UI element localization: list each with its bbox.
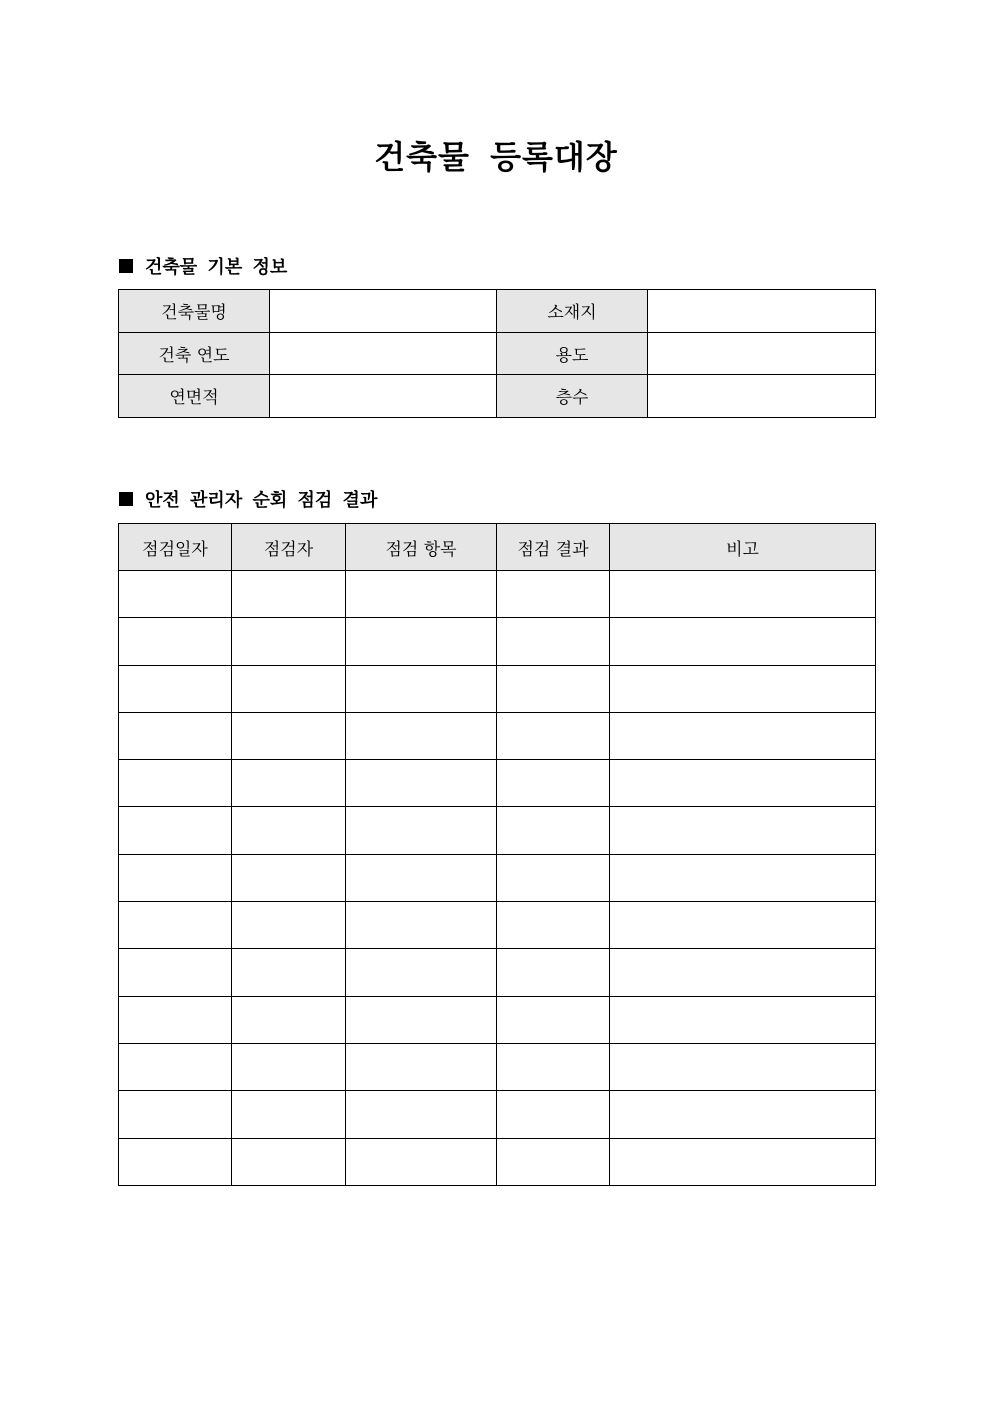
- result-cell[interactable]: [497, 760, 610, 807]
- inspector-cell[interactable]: [232, 902, 346, 949]
- date-cell[interactable]: [119, 807, 232, 854]
- table-row: [119, 1043, 876, 1090]
- column-header-date: 점검일자: [119, 524, 232, 571]
- table-row: [119, 902, 876, 949]
- item-cell[interactable]: [346, 949, 497, 996]
- item-cell[interactable]: [346, 1138, 497, 1185]
- table-row: [119, 996, 876, 1043]
- column-header-remarks: 비고: [610, 524, 876, 571]
- item-cell[interactable]: [346, 902, 497, 949]
- remarks-cell[interactable]: [610, 760, 876, 807]
- inspector-cell[interactable]: [232, 949, 346, 996]
- remarks-cell[interactable]: [610, 712, 876, 759]
- label-floor-count: 층수: [497, 375, 648, 418]
- inspection-heading: [119, 486, 377, 512]
- date-cell[interactable]: [119, 712, 232, 759]
- column-header-result: 점검 결과: [497, 524, 610, 571]
- label-total-floor-area: 연면적: [119, 375, 270, 418]
- location-field[interactable]: [648, 290, 876, 333]
- remarks-cell[interactable]: [610, 1043, 876, 1090]
- document-title: 건축물 등록대장: [374, 138, 618, 176]
- result-cell[interactable]: [497, 1138, 610, 1185]
- table-row: [119, 332, 876, 375]
- result-cell[interactable]: [497, 1091, 610, 1138]
- date-cell[interactable]: [119, 1043, 232, 1090]
- column-header-item: 점검 항목: [346, 524, 497, 571]
- inspector-cell[interactable]: [232, 854, 346, 901]
- table-row: [119, 712, 876, 759]
- table-row: [119, 1091, 876, 1138]
- square-bullet-icon: [119, 492, 133, 506]
- label-building-name: 건축물명: [119, 290, 270, 333]
- building-name-field[interactable]: [270, 290, 497, 333]
- column-header-inspector: 점검자: [232, 524, 346, 571]
- square-bullet-icon: [119, 259, 133, 273]
- date-cell[interactable]: [119, 949, 232, 996]
- table-row: [119, 375, 876, 418]
- item-cell[interactable]: [346, 712, 497, 759]
- basic-info-table: [118, 289, 876, 418]
- inspector-cell[interactable]: [232, 1138, 346, 1185]
- inspector-cell[interactable]: [232, 760, 346, 807]
- inspection-table-body: [119, 571, 876, 1186]
- date-cell[interactable]: [119, 996, 232, 1043]
- item-cell[interactable]: [346, 571, 497, 618]
- total-floor-area-field[interactable]: [270, 375, 497, 418]
- table-row: [119, 618, 876, 665]
- item-cell[interactable]: [346, 854, 497, 901]
- result-cell[interactable]: [497, 902, 610, 949]
- inspection-table: [118, 523, 876, 1186]
- result-cell[interactable]: [497, 712, 610, 759]
- usage-field[interactable]: [648, 332, 876, 375]
- remarks-cell[interactable]: [610, 902, 876, 949]
- result-cell[interactable]: [497, 665, 610, 712]
- result-cell[interactable]: [497, 618, 610, 665]
- remarks-cell[interactable]: [610, 1091, 876, 1138]
- item-cell[interactable]: [346, 1091, 497, 1138]
- inspector-cell[interactable]: [232, 996, 346, 1043]
- result-cell[interactable]: [497, 807, 610, 854]
- remarks-cell[interactable]: [610, 949, 876, 996]
- result-cell[interactable]: [497, 854, 610, 901]
- inspector-cell[interactable]: [232, 1091, 346, 1138]
- label-usage: 용도: [497, 332, 648, 375]
- label-construction-year: 건축 연도: [119, 332, 270, 375]
- date-cell[interactable]: [119, 1091, 232, 1138]
- date-cell[interactable]: [119, 571, 232, 618]
- result-cell[interactable]: [497, 949, 610, 996]
- table-row: [119, 665, 876, 712]
- remarks-cell[interactable]: [610, 571, 876, 618]
- inspector-cell[interactable]: [232, 618, 346, 665]
- inspector-cell[interactable]: [232, 1043, 346, 1090]
- item-cell[interactable]: [346, 760, 497, 807]
- result-cell[interactable]: [497, 571, 610, 618]
- label-location: 소재지: [497, 290, 648, 333]
- date-cell[interactable]: [119, 902, 232, 949]
- inspection-heading-text: 안전 관리자 순회 점검 결과: [145, 490, 378, 511]
- table-row: [119, 760, 876, 807]
- table-row: [119, 807, 876, 854]
- table-row: [119, 290, 876, 333]
- result-cell[interactable]: [497, 996, 610, 1043]
- date-cell[interactable]: [119, 854, 232, 901]
- remarks-cell[interactable]: [610, 665, 876, 712]
- remarks-cell[interactable]: [610, 807, 876, 854]
- date-cell[interactable]: [119, 1138, 232, 1185]
- inspector-cell[interactable]: [232, 665, 346, 712]
- item-cell[interactable]: [346, 618, 497, 665]
- item-cell[interactable]: [346, 807, 497, 854]
- item-cell[interactable]: [346, 665, 497, 712]
- result-cell[interactable]: [497, 1043, 610, 1090]
- remarks-cell[interactable]: [610, 618, 876, 665]
- table-header-row: [119, 524, 876, 571]
- table-row: [119, 1138, 876, 1185]
- date-cell[interactable]: [119, 760, 232, 807]
- basic-info-heading: [119, 253, 287, 279]
- inspector-cell[interactable]: [232, 571, 346, 618]
- table-row: [119, 571, 876, 618]
- basic-info-heading-text: 건축물 기본 정보: [145, 257, 288, 278]
- date-cell[interactable]: [119, 665, 232, 712]
- item-cell[interactable]: [346, 1043, 497, 1090]
- table-row: [119, 854, 876, 901]
- item-cell[interactable]: [346, 996, 497, 1043]
- floor-count-field[interactable]: [648, 375, 876, 418]
- remarks-cell[interactable]: [610, 996, 876, 1043]
- remarks-cell[interactable]: [610, 854, 876, 901]
- construction-year-field[interactable]: [270, 332, 497, 375]
- remarks-cell[interactable]: [610, 1138, 876, 1185]
- table-row: [119, 949, 876, 996]
- date-cell[interactable]: [119, 618, 232, 665]
- inspector-cell[interactable]: [232, 807, 346, 854]
- inspector-cell[interactable]: [232, 712, 346, 759]
